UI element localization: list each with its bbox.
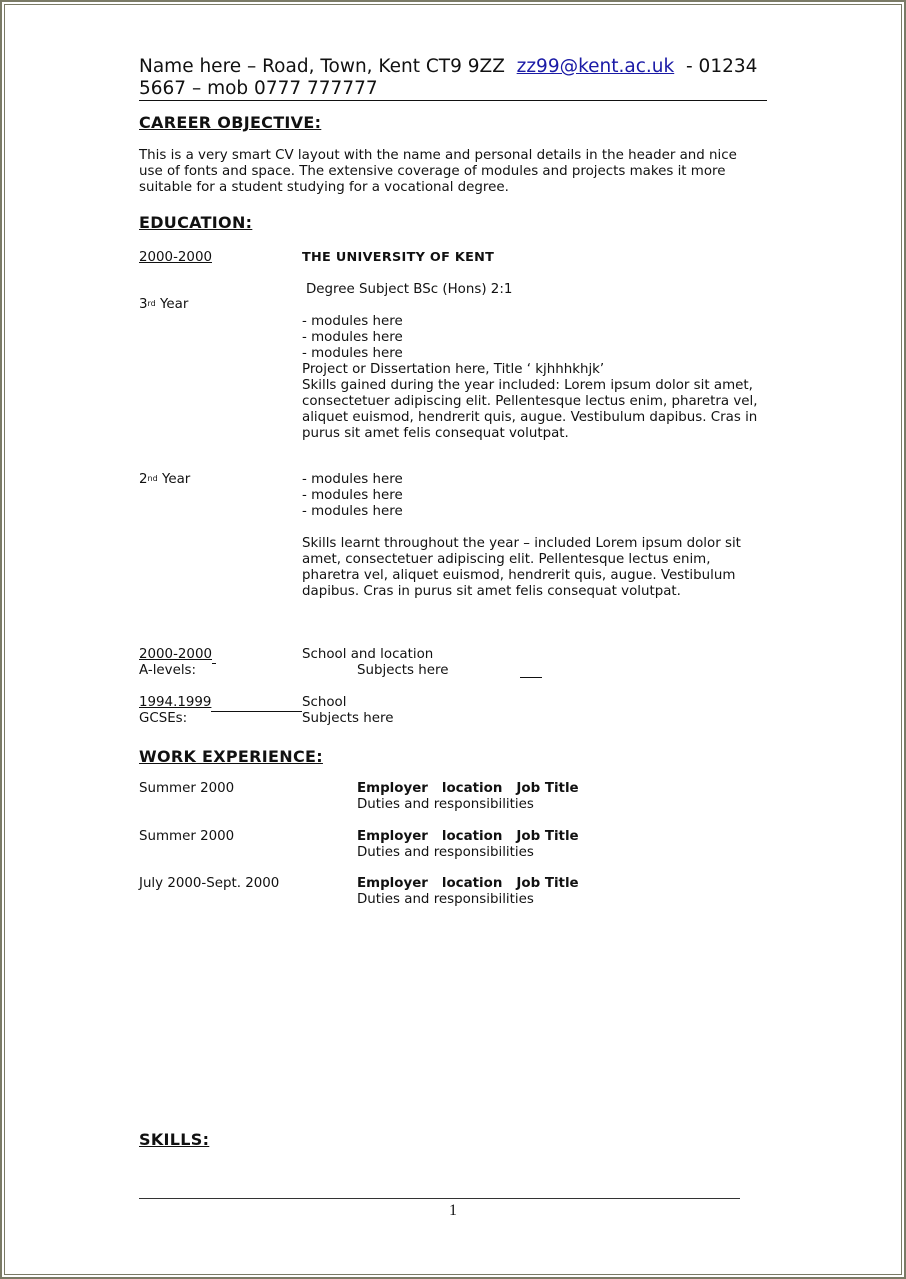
gcses-label: GCSEs: (139, 711, 188, 726)
job-duties: Duties and responsibilities (357, 797, 534, 812)
year-sup: nd (147, 474, 158, 483)
degree-subject: Degree Subject BSc (Hons) 2:1 (306, 282, 513, 297)
page-number: 1 (449, 1202, 457, 1219)
career-objective-heading: CAREER OBJECTIVE: (139, 113, 322, 132)
skills-line: amet, consectetuer adipiscing elit. Pellentesque lectus enim, (302, 552, 711, 567)
skills-line: purus sit amet felis consequat volutpat. (302, 426, 569, 441)
gcses-dates-text: 1994.1999 (139, 695, 212, 710)
objective-line: use of fonts and space. The extensive coverage of modules and projects makes it more (139, 164, 726, 179)
project-title: Project or Dissertation here, Title ‘ kjhhhkhjk’ (302, 362, 605, 377)
job-heading (357, 876, 579, 892)
phone-mobile: 5667 – mob 0777 777777 (139, 78, 378, 99)
career-objective-text (139, 148, 737, 196)
second-year-label (139, 472, 190, 488)
third-year-details (302, 314, 757, 442)
job-title: Job Title (516, 876, 579, 891)
job-heading (357, 829, 579, 845)
skills-line: Skills learnt throughout the year – included Lorem ipsum dolor sit (302, 536, 741, 551)
second-year-skills (302, 536, 741, 600)
skills-line: aliquet euismod, hendrerit quis, augue. Vestibulum dapibus. Cras in (302, 410, 758, 425)
module-item: - modules here (302, 314, 403, 329)
header-divider (139, 100, 767, 101)
job-title: Job Title (516, 781, 579, 796)
job-duties: Duties and responsibilities (357, 845, 534, 860)
contact-header (139, 56, 769, 100)
alevels-school: School and location (302, 647, 434, 662)
university-dates: 2000-2000 (139, 250, 212, 265)
job-duties: Duties and responsibilities (357, 892, 534, 907)
employer: Employer (357, 876, 428, 891)
year-text: Year (155, 297, 189, 312)
module-item: - modules here (302, 488, 403, 503)
skills-line: consectetuer adipiscing elit. Pellentesque lectus enim, pharetra vel, (302, 394, 758, 409)
year-sup: rd (147, 299, 156, 308)
job-dates: Summer 2000 (139, 781, 235, 796)
third-year-label (139, 297, 188, 313)
blank-underline (520, 677, 542, 678)
module-item: - modules here (302, 330, 403, 345)
footer-divider (139, 1198, 740, 1199)
year-num: 2 (139, 472, 148, 487)
phone-prefix: - 01234 (686, 56, 758, 77)
alevels-label: A-levels: (139, 663, 197, 678)
skills-line: pharetra vel, aliquet euismod, hendrerit quis, augue. Vestibulum (302, 568, 736, 583)
alevels-dates-text: 2000-2000 (139, 647, 212, 662)
job-title: Job Title (516, 829, 579, 844)
alevels-subjects: Subjects here (357, 663, 449, 678)
second-year-modules (302, 472, 403, 520)
employer: Employer (357, 829, 428, 844)
skills-line: dapibus. Cras in purus sit amet felis consequat volutpat. (302, 584, 681, 599)
location: location (441, 829, 503, 844)
underline-gap (211, 695, 302, 712)
email-link[interactable]: zz99@kent.ac.uk (516, 56, 675, 77)
underline-gap (212, 647, 216, 664)
gcses-dates (139, 695, 302, 712)
skills-line: Skills gained during the year included: Lorem ipsum dolor sit amet, (302, 378, 753, 393)
module-item: - modules here (302, 346, 403, 361)
job-heading (357, 781, 579, 797)
objective-line: This is a very smart CV layout with the name and personal details in the header and nice (139, 148, 737, 163)
university-name: THE UNIVERSITY OF KENT (302, 250, 495, 265)
location: location (441, 781, 503, 796)
alevels-dates (139, 647, 216, 664)
employer: Employer (357, 781, 428, 796)
education-heading: EDUCATION: (139, 213, 253, 232)
job-dates: July 2000-Sept. 2000 (139, 876, 280, 891)
module-item: - modules here (302, 504, 403, 519)
year-text: Year (157, 472, 191, 487)
location: location (441, 876, 503, 891)
gcses-school: School (302, 695, 347, 710)
skills-heading: SKILLS: (139, 1130, 210, 1149)
module-item: - modules here (302, 472, 403, 487)
year-num: 3 (139, 297, 148, 312)
objective-line: suitable for a student studying for a vocational degree. (139, 180, 509, 195)
job-dates: Summer 2000 (139, 829, 235, 844)
gcses-subjects: Subjects here (302, 711, 394, 726)
name-address: Name here – Road, Town, Kent CT9 9ZZ (139, 56, 505, 77)
work-experience-heading: WORK EXPERIENCE: (139, 747, 323, 766)
